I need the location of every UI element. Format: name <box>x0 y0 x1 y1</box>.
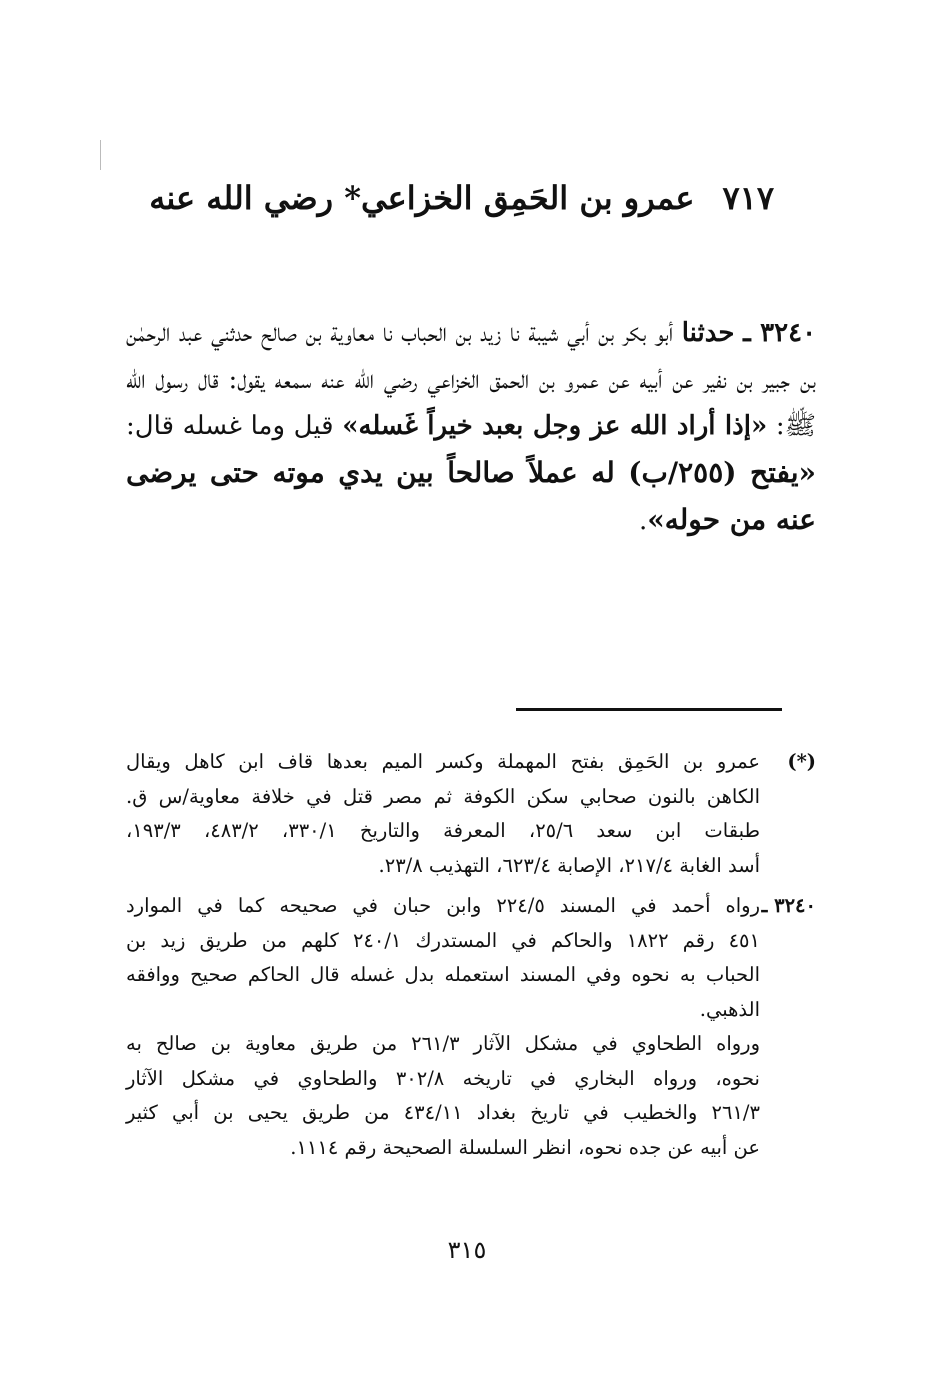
chapter-number: ٧١٧ <box>722 179 774 218</box>
margin-mark <box>100 140 101 170</box>
footnote-separator <box>516 708 782 711</box>
footnote-line: ٤٥١ رقم ١٨٢٢ والحاكم في المستدرك ٢٤٠/١ كلهم من طريق زيد بن <box>126 928 760 952</box>
hadith-lead: حدثنا <box>681 318 735 348</box>
hadith-number: ٣٢٤٠ ـ <box>743 318 817 348</box>
footnote-line: ورواه الطحاوي في مشكل الآثار ٢٦١/٣ من طريق معاوية بن صالح به <box>126 1032 760 1055</box>
chapter-title-text: عمرو بن الحَمِق الخزاعي* رضي الله عنه <box>149 179 695 218</box>
footnote-line: الحباب به نحوه وفي المسند استعمله بدل غسله قال الحاكم صحيح ووافقه <box>126 963 760 986</box>
hadith-middle: قيل وما غسله قال: <box>126 411 334 441</box>
footnote-line: أسد الغابة ٢١٧/٤، الإصابة ٦٢٣/٤، التهذيب ٢٣/٨. <box>378 853 760 877</box>
hadith-quote-1: «إذا أراد الله عز وجل بعبد خيراً غَسله» <box>342 411 768 441</box>
footnote-line: نحوه، ورواه البخاري في تاريخه ٣٠٢/٨ والطحاوي في مشكل الآثار <box>126 1066 760 1090</box>
footnote-line: الكاهن بالنون صحابي سكن الكوفة ثم مصر قتل في خلافة معاوية/س ق. <box>126 784 760 808</box>
footnote-line: ٢٦١/٣ والخطيب في تاريخ بغداد ٤٣٤/١١ من طريق يحيى بن أبي كثير <box>126 1101 760 1124</box>
hadith-quote-2: «يفتح (٢٥٥/ب) له عملاً صالحاً بين يدي موته حتى يرضى عنه من حوله» <box>126 455 816 536</box>
footnote-line: الذهبي. <box>699 997 760 1021</box>
footnote-line: عمرو بن الحَمِق بفتح المهملة وكسر الميم بعدها قاف ابن كاهل ويقال <box>126 750 760 773</box>
footnote-line: رواه أحمد في المسند ٢٢٤/٥ وابن حبان في صحيحه كما في الموارد <box>126 894 761 917</box>
footnotes <box>126 745 816 1171</box>
footnote-line: عن أبيه عن جده نحوه، انظر السلسلة الصحيحة رقم ١١١٤. <box>290 1135 760 1159</box>
footnote-3240-marker: ٣٢٤٠ ـ <box>761 894 816 917</box>
hadith-end: . <box>638 506 648 536</box>
footnote-3240 <box>126 889 816 1165</box>
footnote-star <box>126 745 816 883</box>
page-number: ٣١٥ <box>447 1236 487 1264</box>
hadith-body <box>126 310 816 545</box>
footnote-line: طبقات ابن سعد ٢٥/٦، المعرفة والتاريخ ٣٣٠/١، ٤٨٣/٢، ١٩٣/٣، <box>126 819 761 842</box>
chapter-heading <box>149 179 774 218</box>
footnote-star-marker: (*) <box>787 750 816 773</box>
hadith-isnad: أبو بكر بن أبي شيبة نا زيد بن الحباب نا معاوية بن صالح حدثني عبد الرحمٰن بن جبير بن نفير عن أبيه عن عمرو بن الحمق الخزاعي رضي الله عنه سمعه يقول: قال رسول الله ﷺ: <box>126 318 817 441</box>
